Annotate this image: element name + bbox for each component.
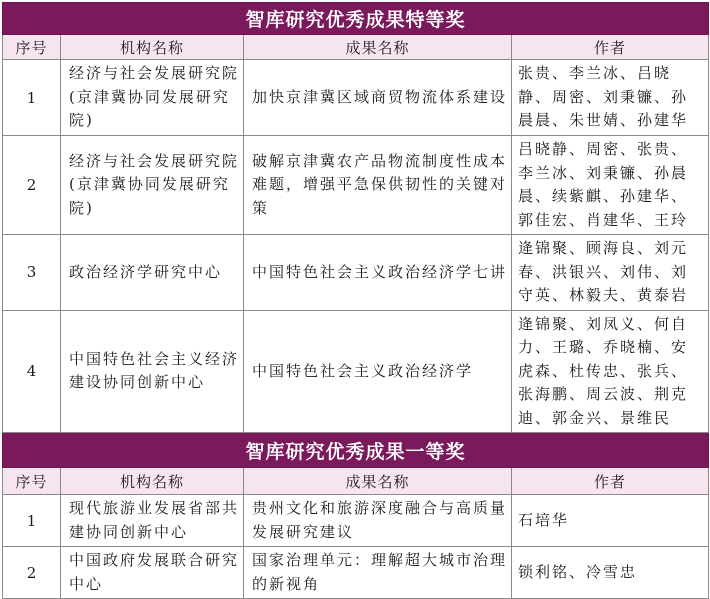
row-author: 张贵、李兰冰、吕晓静、周密、刘秉镰、孙晨晨、朱世婧、孙建华 [512,60,709,136]
row-author: 吕晓静、周密、张贵、李兰冰、刘秉镰、孙晨晨、续紫麒、孙建华、郭佳宏、肖建华、王玲 [512,136,709,235]
col-header-seq: 序号 [3,468,61,495]
col-header-org: 机构名称 [61,35,244,60]
row-seq: 2 [3,136,61,235]
table-row [3,136,709,235]
awards-table-container [2,2,708,599]
row-result: 加快京津冀区域商贸物流体系建设 [244,60,512,136]
table-row [3,235,709,311]
row-result: 国家治理单元：理解超大城市治理的新视角 [244,547,512,599]
row-author: 石培华 [512,495,709,547]
table-row [3,495,709,547]
row-result: 贵州文化和旅游深度融合与高质量发展研究建议 [244,495,512,547]
col-header-author: 作者 [512,468,709,495]
row-org: 中国政府发展联合研究中心 [61,547,244,599]
section-title: 智库研究优秀成果一等奖 [3,433,709,468]
row-result: 破解京津冀农产品物流制度性成本难题，增强平急保供韧性的关键对策 [244,136,512,235]
row-org: 现代旅游业发展省部共建协同创新中心 [61,495,244,547]
row-author: 锁利铭、冷雪忠 [512,547,709,599]
row-seq: 2 [3,547,61,599]
row-org: 中国特色社会主义经济建设协同创新中心 [61,310,244,433]
row-org: 政治经济学研究中心 [61,235,244,311]
row-org: 经济与社会发展研究院(京津冀协同发展研究院) [61,60,244,136]
table-row [3,310,709,433]
header-row [3,35,709,60]
awards-table [2,2,709,599]
col-header-seq: 序号 [3,35,61,60]
section-title: 智库研究优秀成果特等奖 [3,3,709,35]
section-title-row [3,3,709,35]
col-header-org: 机构名称 [61,468,244,495]
table-row [3,547,709,599]
row-result: 中国特色社会主义政治经济学七讲 [244,235,512,311]
row-result: 中国特色社会主义政治经济学 [244,310,512,433]
row-seq: 1 [3,60,61,136]
row-seq: 1 [3,495,61,547]
header-row [3,468,709,495]
section-title-row [3,433,709,468]
row-author: 逄锦聚、刘凤义、何自力、王璐、乔晓楠、安虎森、杜传忠、张兵、张海鹏、周云波、荆克迪、郭金兴、景维民 [512,310,709,433]
col-header-result: 成果名称 [244,35,512,60]
row-seq: 3 [3,235,61,311]
row-author: 逄锦聚、顾海良、刘元春、洪银兴、刘伟、刘守英、林毅夫、黄泰岩 [512,235,709,311]
row-org: 经济与社会发展研究院(京津冀协同发展研究院) [61,136,244,235]
col-header-result: 成果名称 [244,468,512,495]
table-row [3,60,709,136]
row-seq: 4 [3,310,61,433]
col-header-author: 作者 [512,35,709,60]
